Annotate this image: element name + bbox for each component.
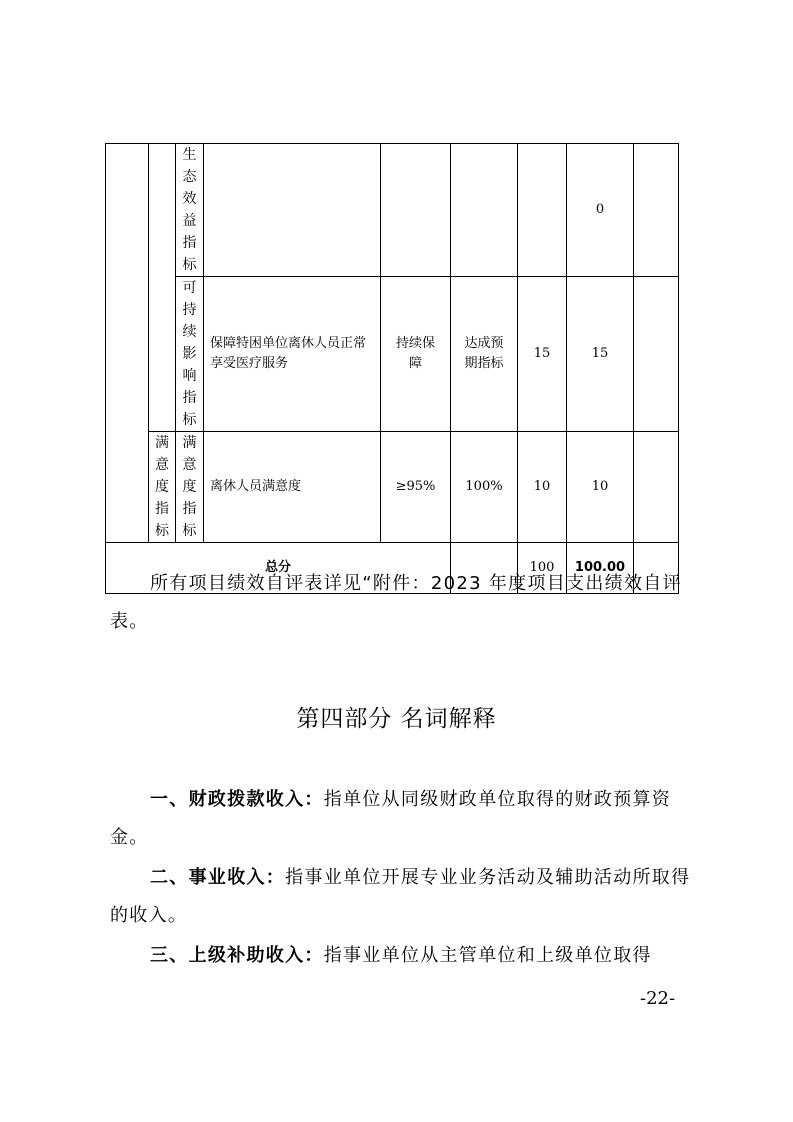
weight-cell: 10 <box>518 432 567 543</box>
note-cell <box>634 432 679 543</box>
target-cell <box>381 144 451 277</box>
definition-text: 指单位从同级财政单位取得的财政预算资金。 <box>110 789 672 848</box>
definition-text: 指事业单位从主管单位和上级单位取得 <box>323 945 652 966</box>
category-cell <box>149 144 176 432</box>
definition-term: 三、上级补助收入： <box>150 945 324 966</box>
score-cell: 0 <box>567 144 634 277</box>
score-cell: 10 <box>567 432 634 543</box>
target-cell: ≥95% <box>381 432 451 543</box>
table-row <box>106 432 679 543</box>
category-cell <box>106 144 149 543</box>
definition-item <box>110 781 700 857</box>
indicator-cell: 离休人员满意度 <box>204 432 381 543</box>
weight-cell: 15 <box>518 277 567 432</box>
section-title: 第四部分 名词解释 <box>296 706 497 732</box>
definition-item <box>110 859 700 935</box>
indicator-cell <box>204 144 381 277</box>
definition-text: 指事业单位开展专业业务活动及辅助活动所取得的收入。 <box>110 867 691 926</box>
definition-term: 一、财政拨款收入： <box>150 789 324 810</box>
note-cell <box>634 277 679 432</box>
note-cell <box>634 144 679 277</box>
score-cell: 15 <box>567 277 634 432</box>
actual-cell: 100% <box>451 432 518 543</box>
definition-term: 二、事业收入： <box>150 867 286 888</box>
total-score: 100.00 <box>567 543 634 594</box>
indicator-cell: 保障特困单位离休人员正常享受医疗服务 <box>204 277 381 432</box>
total-label: 总分 <box>106 543 451 594</box>
actual-cell <box>451 144 518 277</box>
table-row <box>106 144 679 277</box>
actual-cell: 达成预 期指标 <box>451 277 518 432</box>
definition-item <box>110 937 700 975</box>
subcategory-cell: 满 意 度 指 标 <box>176 432 204 543</box>
attachment-note: 所有项目绩效自评表详见“附件：2023 年度项目支出绩效自评表。 <box>110 573 682 632</box>
table-row <box>106 277 679 432</box>
total-weight: 100 <box>518 543 567 594</box>
performance-table <box>105 143 679 594</box>
category-cell: 满 意 度 指 标 <box>149 432 176 543</box>
subcategory-cell: 生 态 效 益 指 标 <box>176 144 204 277</box>
weight-cell <box>518 144 567 277</box>
page-number: -22- <box>640 988 676 1009</box>
target-cell: 持续保 障 <box>381 277 451 432</box>
subcategory-cell: 可 持 续 影 响 指 标 <box>176 277 204 432</box>
